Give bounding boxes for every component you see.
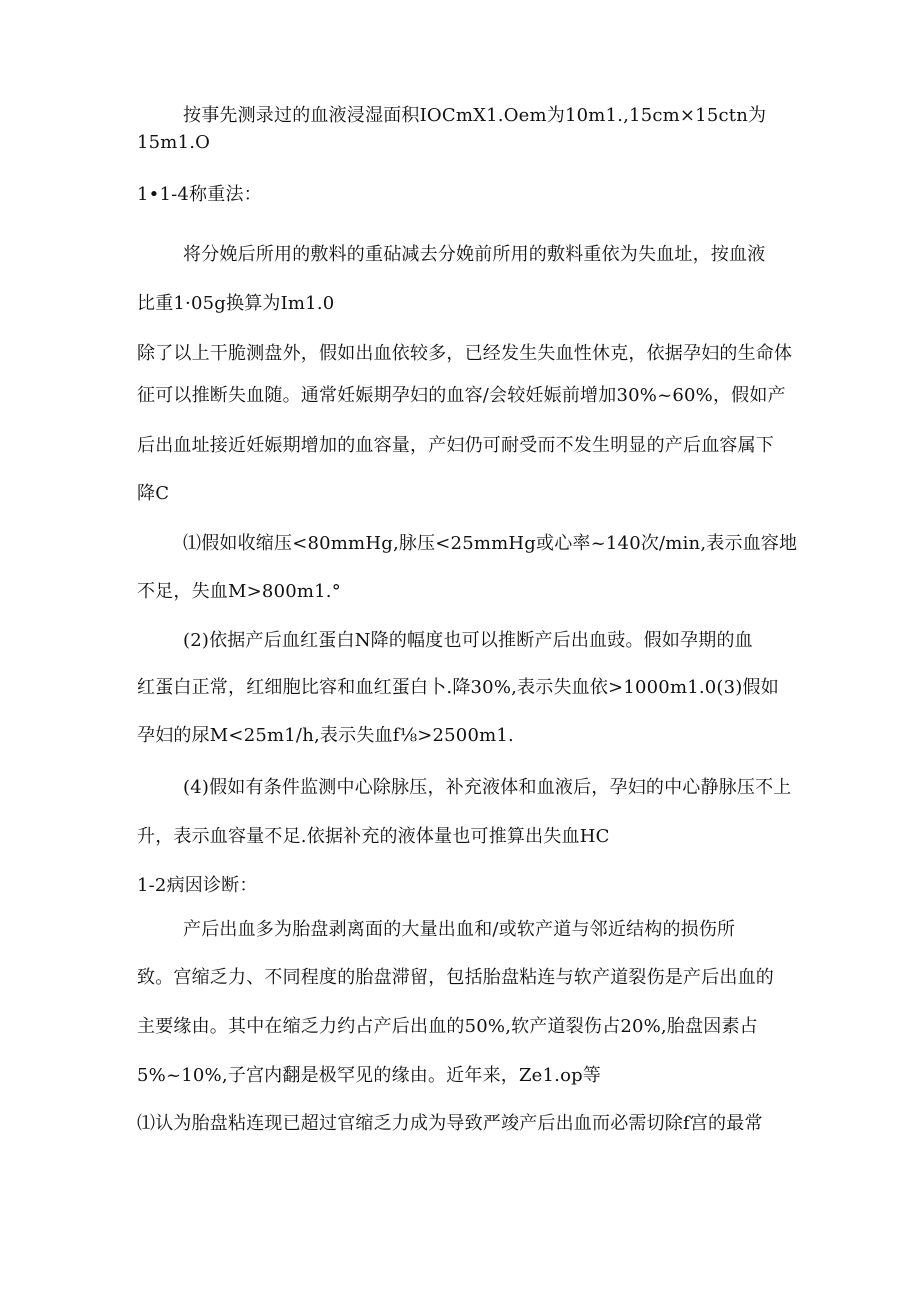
text-line: 致。宫缩乏力、不同程度的胎盘滞留，包括胎盘粘连与软产道裂伤是产后出血的 [137, 967, 774, 988]
text-line: 主要缘由。其中在缩乏力约占产后出血的50%,软产道裂伤占20%,胎盘因素占 [137, 1016, 758, 1037]
text-line: 降C [137, 483, 170, 504]
text-line: 15m1.O [137, 132, 211, 153]
section-heading: 1-2病因诊断： [137, 875, 258, 896]
text-line: 5%~10%,子宫内翻是极罕见的缘由。近年来，Ze1.op等 [137, 1065, 602, 1086]
section-heading: 1•1-4称重法： [137, 184, 262, 205]
text-line: 产后出血多为胎盘剥离面的大量出血和/或软产道与邻近结构的损伤所 [183, 919, 736, 940]
text-line: 征可以推断失血随。通常妊娠期孕妇的血容/会较妊娠前增加30%~60%，假如产 [137, 385, 786, 406]
text-line: ⑴假如收缩压<80mmHg,脉压<25mmHg或心率~140次∕min,表示血容地 [183, 533, 798, 554]
text-line: (4)假如有条件监测中心除脉压，补充液体和血液后，孕妇的中心静脉压不上 [183, 777, 792, 798]
text-line: 比重1·05g换算为Im1.0 [137, 293, 335, 314]
text-line: 按事先测录过的血液浸湿面积IOCmX1.Oem为10m1.,15cm×15ctn为 [183, 105, 767, 126]
text-line: (2)依据产后血红蛋白N降的幅度也可以推断产后出血豉。假如孕期的血 [183, 630, 753, 651]
text-line: 除了以上干脆测盘外，假如出血依较多，已经发生失血性休克，依据孕妇的生命体 [137, 343, 793, 364]
text-line: 将分娩后所用的敷料的重砧减去分娩前所用的敷料重依为失血址，按血液 [183, 244, 766, 265]
text-line: 红蛋白正常，红细胞比容和血红蛋白卜.降30%,表示失血依>1000m1.0(3)假如 [137, 677, 779, 698]
text-line: ⑴认为胎盘粘连现已超过官缩乏力成为导致严竣产后出血而必需切除f宫的最常 [137, 1113, 763, 1134]
text-line: 升，表示血容量不足.依据补充的液体量也可推算出失血HC [137, 826, 610, 847]
text-line: 后出血址接近妊娠期增加的血容量，产妇仍可耐受而不发生明显的产后血容属下 [137, 435, 774, 456]
text-line: 不足，失血M>800m1.° [137, 581, 341, 602]
text-line: 孕妇的尿M<25m1∕h,表示失血f⅛>2500m1. [137, 725, 514, 746]
